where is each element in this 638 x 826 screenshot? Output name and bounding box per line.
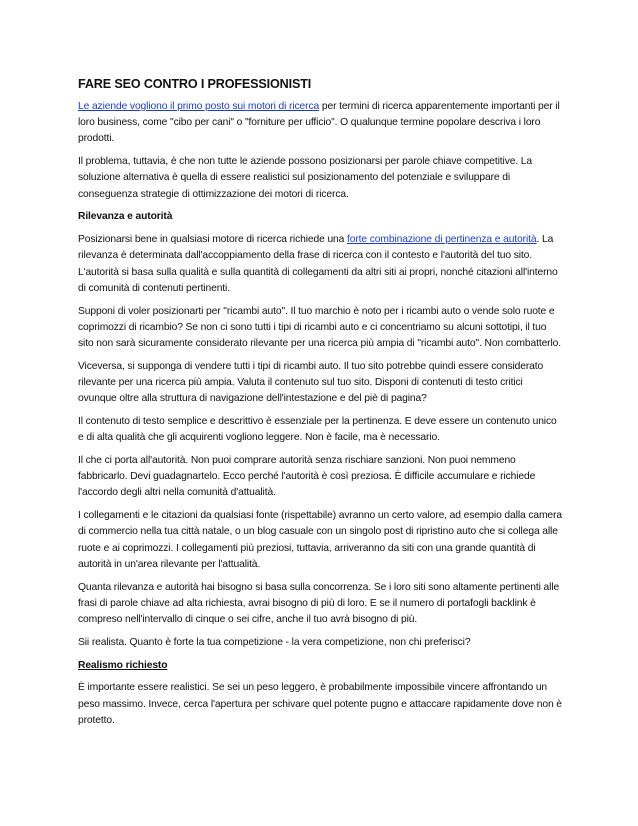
- paragraph-ricambi-auto: Supponi di voler posizionarti per "ricambi auto". Il tuo marchio è noto per i ricambi auto o vende solo ruote e coprimozzi di ricambio? Se non ci sono tutti i tipi di ricambi auto e ci concentriamo su alcuni sottotipi, il tuo sito non sarà sicuramente considerato rilevante per una ricerca più ampia di "ricambi auto". Non combatterlo.: [78, 305, 562, 350]
- paragraph-realistici: È importante essere realistici. Se sei un peso leggero, è probabilmente impossibile vincere affrontando un peso massimo. Invece, cerca l'apertura per schivare quel potente pugno e attaccare rapidamente dove non è protetto.: [78, 682, 562, 726]
- paragraph-posizionarsi: [78, 232, 562, 297]
- paragraph-concorrenza: Quanta rilevanza e autorità hai bisogno si basa sulla concorrenza. Se i loro siti sono altamente pertinenti alle frasi di parole chiave ad alta richiesta, avrai bisogno di più di loro. E se il numero di portafogli backlink è compreso nell'intervallo di cinque o sei cifre, anche il tuo avrà bisogno di più.: [78, 581, 560, 626]
- link-pertinenza-autorita[interactable]: forte combinazione di pertinenza e autorità: [347, 234, 537, 246]
- paragraph-contenuto-testo: Il contenuto di testo semplice e descrittivo è essenziale per la pertinenza. E deve essere un contenuto unico e di alta qualità che gli acquirenti vogliono leggere. Non è facile, ma è necessario.: [78, 416, 557, 444]
- link-primo-posto[interactable]: Le aziende vogliono il primo posto sui motori di ricerca: [78, 101, 320, 112]
- paragraph-sii-realista: Sii realista. Quanto è forte la tua competizione - la vera competizione, non chi preferisci?: [78, 636, 471, 648]
- paragraph-posizionarsi-before: Posizionarsi bene in qualsiasi motore di ricerca richiede una: [78, 234, 348, 246]
- paragraph-problema: Il problema, tuttavia, è che non tutte le aziende possono posizionarsi per parole chiave competitive. La soluzione alternativa è quella di essere realistici sul posizionamento del potenziale e sviluppare di conseguenza strategie di ottimizzazione dei motori di ricerca.: [78, 156, 533, 200]
- paragraph-autorita: Il che ci porta all'autorità. Non puoi comprare autorità senza rischiare sanzioni. Non puoi nemmeno fabbricarlo. Devi guadagnartelo. Ecco perché l'autorità è così preziosa. È difficile accumulare e richiede l'accordo degli altri nella comunità d'attualità.: [78, 455, 536, 499]
- heading-rilevanza-autorita: Rilevanza e autorità: [78, 211, 173, 223]
- paragraph-viceversa: Viceversa, si supponga di vendere tutti i tipi di ricambi auto. Il tuo sito potrebbe quindi essere considerato rilevante per una ricerca più ampia. Valuta il contenuto sul tuo sito. Disponi di contenuti di testo critici ovunque oltre alla struttura di navigazione dell'intestazione e del piè di pagina?: [78, 360, 544, 405]
- paragraph-intro: [78, 99, 562, 148]
- paragraph-posizionarsi-after: . La rilevanza è determinata dall'accoppiamento della frase di ricerca con il contesto e l'autorità del tuo sito. L'autorità si basa sulla qualità e sulla quantità di collegamenti da altri siti ai propri, nonché citazioni all'interno di comunità di contenuti pertinenti.: [78, 234, 558, 294]
- paragraph-intro-text: per termini di ricerca apparentemente importanti per il loro business, come "cibo per cani" o "forniture per ufficio". O qualunque termine popolare descriva i loro prodotti.: [78, 101, 560, 145]
- document-page: [78, 76, 562, 736]
- paragraph-collegamenti: I collegamenti e le citazioni da qualsiasi fonte (rispettabile) avranno un certo valore, ad esempio dalla camera di commercio nella tua città natale, o un blog casuale con un singolo post di ripristino auto che si collega alle ruote e ai coprimozzi. I collegamenti più preziosi, tuttavia, arriveranno da siti con una grande quantità di autorità in un'area rilevante per l'attualità.: [78, 510, 562, 570]
- document-title: FARE SEO CONTRO I PROFESSIONISTI: [78, 77, 312, 91]
- heading-realismo-richiesto: Realismo richiesto: [78, 659, 168, 671]
